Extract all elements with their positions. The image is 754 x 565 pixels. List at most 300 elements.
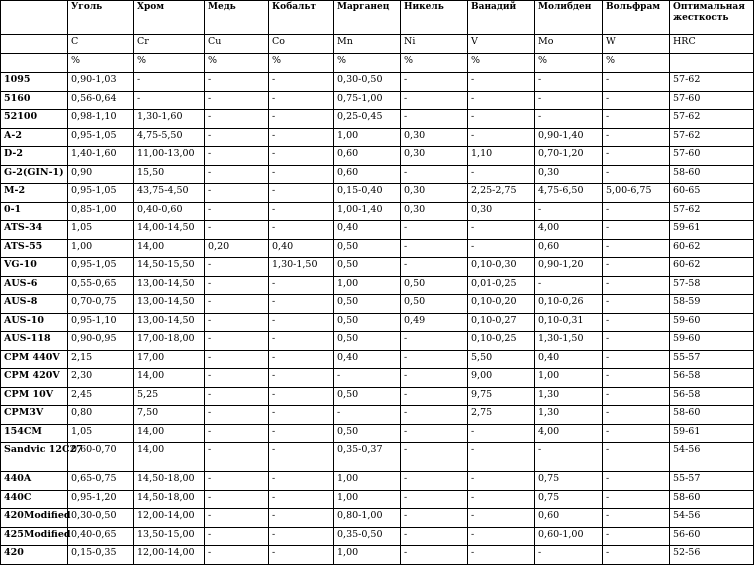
table-cell: 5,00-6,75: [603, 184, 670, 203]
table-cell: 0,15-0,40: [334, 184, 401, 203]
table-cell: 2,15: [68, 350, 134, 369]
table-cell: -: [401, 165, 468, 184]
table-cell: 57-62: [670, 73, 754, 92]
table-cell: -: [603, 165, 670, 184]
table-cell: 17,00: [134, 350, 205, 369]
row-label-cell: 1095: [1, 73, 68, 92]
table-cell: Хром: [134, 1, 205, 35]
table-row: [1, 147, 754, 166]
table-cell: -: [205, 258, 269, 277]
table-cell: -: [535, 443, 603, 472]
table-cell: %: [401, 54, 468, 73]
table-cell: [670, 54, 754, 73]
table-row: [1, 546, 754, 565]
table-cell: 1,00: [68, 239, 134, 258]
table-cell: -: [134, 73, 205, 92]
table-cell: -: [468, 546, 535, 565]
table-cell: 12,00-14,00: [134, 509, 205, 528]
row-label-cell: 5160: [1, 91, 68, 110]
table-cell: Mn: [334, 35, 401, 54]
table-cell: 14,50-18,00: [134, 490, 205, 509]
row-label-cell: VG-10: [1, 258, 68, 277]
table-cell: -: [205, 332, 269, 351]
table-cell: 52-56: [670, 546, 754, 565]
table-row: [1, 332, 754, 351]
table-cell: %: [334, 54, 401, 73]
table-cell: -: [603, 509, 670, 528]
table-cell: -: [269, 490, 334, 509]
table-cell: -: [603, 369, 670, 388]
table-cell: -: [205, 509, 269, 528]
table-cell: -: [269, 387, 334, 406]
table-cell: 1,10: [468, 147, 535, 166]
table-cell: 57-62: [670, 110, 754, 129]
table-cell: -: [603, 387, 670, 406]
table-cell: 60-65: [670, 184, 754, 203]
table-cell: -: [603, 276, 670, 295]
table-cell: 0,30: [401, 128, 468, 147]
table-cell: -: [269, 527, 334, 546]
table-cell: -: [269, 509, 334, 528]
row-label-cell: 440C: [1, 490, 68, 509]
table-cell: 4,00: [535, 221, 603, 240]
table-cell: 2,25-2,75: [468, 184, 535, 203]
table-cell: -: [401, 91, 468, 110]
table-cell: -: [401, 509, 468, 528]
table-cell: 0,50: [334, 239, 401, 258]
table-cell: -: [269, 110, 334, 129]
table-cell: 7,50: [134, 406, 205, 425]
table-cell: 1,30: [535, 406, 603, 425]
table-cell: -: [401, 387, 468, 406]
table-cell: -: [468, 472, 535, 491]
table-row: [1, 202, 754, 221]
table-cell: -: [269, 472, 334, 491]
table-cell: -: [468, 490, 535, 509]
row-label-cell: ATS-55: [1, 239, 68, 258]
table-cell: 43,75-4,50: [134, 184, 205, 203]
table-cell: 2,45: [68, 387, 134, 406]
table-cell: 0,50: [334, 258, 401, 277]
row-label-cell: CPM 420V: [1, 369, 68, 388]
table-cell: -: [468, 239, 535, 258]
table-cell: 0,70-0,75: [68, 295, 134, 314]
table-cell: -: [603, 295, 670, 314]
table-cell: 0,75-1,00: [334, 91, 401, 110]
table-cell: -: [603, 239, 670, 258]
table-cell: %: [603, 54, 670, 73]
table-cell: 0,80: [68, 406, 134, 425]
table-cell: V: [468, 35, 535, 54]
table-cell: W: [603, 35, 670, 54]
table-cell: 0,60-1,00: [535, 527, 603, 546]
table-cell: -: [401, 110, 468, 129]
table-cell: 0,30: [401, 147, 468, 166]
table-cell: -: [401, 332, 468, 351]
row-label-cell: 52100: [1, 110, 68, 129]
table-cell: 0,40-0,60: [134, 202, 205, 221]
table-cell: Ni: [401, 35, 468, 54]
table-cell: -: [603, 546, 670, 565]
table-cell: 57-62: [670, 128, 754, 147]
table-row: [1, 509, 754, 528]
table-row: [1, 35, 754, 54]
table-cell: 59-60: [670, 313, 754, 332]
table-cell: Co: [269, 35, 334, 54]
row-label-cell: G-2(GIN-1): [1, 165, 68, 184]
table-cell: %: [205, 54, 269, 73]
table-cell: 0,65-0,75: [68, 472, 134, 491]
row-label-cell: CPM3V: [1, 406, 68, 425]
table-cell: -: [468, 527, 535, 546]
table-cell: 0,50: [334, 332, 401, 351]
table-cell: -: [269, 313, 334, 332]
row-label-cell: AUS-10: [1, 313, 68, 332]
table-row: [1, 387, 754, 406]
table-cell: 1,05: [68, 424, 134, 443]
table-row: [1, 350, 754, 369]
table-cell: 2,75: [468, 406, 535, 425]
table-cell: 57-58: [670, 276, 754, 295]
table-row: [1, 276, 754, 295]
table-cell: 57-60: [670, 91, 754, 110]
table-row: [1, 472, 754, 491]
table-cell: -: [205, 527, 269, 546]
table-cell: 1,00-1,40: [334, 202, 401, 221]
table-cell: -: [468, 509, 535, 528]
table-cell: 0,90: [68, 165, 134, 184]
table-cell: -: [334, 369, 401, 388]
table-cell: 15,50: [134, 165, 205, 184]
table-cell: -: [205, 472, 269, 491]
table-cell: -: [401, 490, 468, 509]
table-cell: -: [205, 406, 269, 425]
table-cell: 0,75: [535, 472, 603, 491]
table-cell: 59-61: [670, 424, 754, 443]
row-label-cell: AUS-118: [1, 332, 68, 351]
table-cell: 0,30-0,50: [334, 73, 401, 92]
table-cell: -: [401, 472, 468, 491]
table-row: [1, 490, 754, 509]
table-cell: 0,30: [401, 184, 468, 203]
table-cell: -: [269, 276, 334, 295]
table-cell: 59-61: [670, 221, 754, 240]
table-cell: -: [269, 406, 334, 425]
table-cell: -: [468, 128, 535, 147]
table-cell: 56-58: [670, 387, 754, 406]
table-cell: 0,60: [334, 165, 401, 184]
table-cell: 0,49: [401, 313, 468, 332]
table-row: [1, 258, 754, 277]
table-cell: 0,70-1,20: [535, 147, 603, 166]
table-cell: -: [269, 165, 334, 184]
table-cell: 0,30: [535, 165, 603, 184]
table-cell: Никель: [401, 1, 468, 35]
table-cell: 0,35-0,50: [334, 527, 401, 546]
table-cell: -: [269, 91, 334, 110]
table-cell: -: [269, 332, 334, 351]
table-cell: 0,20: [205, 239, 269, 258]
row-label-cell: A-2: [1, 128, 68, 147]
table-cell: %: [269, 54, 334, 73]
table-cell: 0,60: [535, 509, 603, 528]
row-label-cell: 420: [1, 546, 68, 565]
table-cell: 0,40-0,65: [68, 527, 134, 546]
table-cell: 4,75-6,50: [535, 184, 603, 203]
table-cell: 0,30-0,50: [68, 509, 134, 528]
table-cell: -: [603, 443, 670, 472]
table-cell: 0,40: [269, 239, 334, 258]
table-cell: Mo: [535, 35, 603, 54]
row-label-cell: AUS-8: [1, 295, 68, 314]
table-cell: 0,56-0,64: [68, 91, 134, 110]
table-cell: 1,00: [334, 546, 401, 565]
table-cell: 0,15-0,35: [68, 546, 134, 565]
table-cell: 14,00-14,50: [134, 221, 205, 240]
table-cell: -: [401, 527, 468, 546]
table-cell: 0,40: [334, 350, 401, 369]
table-cell: 1,00: [535, 369, 603, 388]
table-cell: 14,50-15,50: [134, 258, 205, 277]
table-cell: -: [205, 443, 269, 472]
table-cell: C: [68, 35, 134, 54]
table-cell: -: [205, 184, 269, 203]
row-label-cell: 425Modified: [1, 527, 68, 546]
table-cell: 0,10-0,30: [468, 258, 535, 277]
table-cell: 14,50-18,00: [134, 472, 205, 491]
row-label-cell: CPM 440V: [1, 350, 68, 369]
table-cell: -: [269, 369, 334, 388]
table-cell: 0,25-0,45: [334, 110, 401, 129]
table-cell: 0,60-0,70: [68, 443, 134, 472]
table-cell: 0,50: [334, 295, 401, 314]
table-cell: -: [269, 147, 334, 166]
table-cell: Медь: [205, 1, 269, 35]
table-row: [1, 110, 754, 129]
table-cell: 0,10-0,31: [535, 313, 603, 332]
table-cell: 0,50: [401, 276, 468, 295]
row-label-cell: D-2: [1, 147, 68, 166]
table-cell: -: [603, 91, 670, 110]
table-cell: -: [401, 424, 468, 443]
table-cell: 54-56: [670, 509, 754, 528]
table-cell: 0,50: [334, 387, 401, 406]
table-cell: 0,80-1,00: [334, 509, 401, 528]
table-cell: Кобальт: [269, 1, 334, 35]
table-cell: 0,50: [334, 313, 401, 332]
table-cell: 2,30: [68, 369, 134, 388]
table-cell: 0,95-1,10: [68, 313, 134, 332]
table-cell: 0,90-1,03: [68, 73, 134, 92]
table-cell: -: [269, 221, 334, 240]
table-cell: 58-60: [670, 165, 754, 184]
table-cell: 0,30: [401, 202, 468, 221]
table-cell: -: [205, 369, 269, 388]
table-cell: 11,00-13,00: [134, 147, 205, 166]
table-row: [1, 128, 754, 147]
table-cell: 55-57: [670, 472, 754, 491]
table-cell: -: [603, 424, 670, 443]
table-cell: Ванадий: [468, 1, 535, 35]
table-cell: -: [205, 490, 269, 509]
table-cell: -: [205, 295, 269, 314]
row-label-cell: [1, 1, 68, 35]
table-cell: 0,95-1,20: [68, 490, 134, 509]
table-cell: 0,55-0,65: [68, 276, 134, 295]
row-label-cell: CPM 10V: [1, 387, 68, 406]
row-label-cell: 0-1: [1, 202, 68, 221]
table-cell: 0,90-0,95: [68, 332, 134, 351]
table-cell: -: [603, 332, 670, 351]
table-cell: 1,05: [68, 221, 134, 240]
table-cell: 0,50: [401, 295, 468, 314]
table-cell: -: [205, 424, 269, 443]
table-row: [1, 527, 754, 546]
table-cell: -: [535, 546, 603, 565]
table-cell: -: [205, 350, 269, 369]
table-cell: 4,00: [535, 424, 603, 443]
table-cell: -: [205, 313, 269, 332]
table-row: [1, 406, 754, 425]
table-cell: Cu: [205, 35, 269, 54]
table-cell: HRC: [670, 35, 754, 54]
table-cell: -: [205, 221, 269, 240]
table-cell: Уголь: [68, 1, 134, 35]
row-label-cell: Sandvic 12C27: [1, 443, 68, 472]
table-cell: -: [603, 527, 670, 546]
table-cell: -: [205, 147, 269, 166]
table-cell: Молибден: [535, 1, 603, 35]
table-cell: 0,85-1,00: [68, 202, 134, 221]
table-cell: -: [269, 443, 334, 472]
table-cell: 59-60: [670, 332, 754, 351]
table-cell: Вольфрам: [603, 1, 670, 35]
table-cell: 60-62: [670, 258, 754, 277]
table-cell: 14,00: [134, 239, 205, 258]
row-label-cell: ATS-34: [1, 221, 68, 240]
table-cell: 58-59: [670, 295, 754, 314]
table-cell: 55-57: [670, 350, 754, 369]
table-cell: 17,00-18,00: [134, 332, 205, 351]
table-row: [1, 369, 754, 388]
table-cell: 0,95-1,05: [68, 128, 134, 147]
table-cell: -: [468, 424, 535, 443]
row-label-cell: M-2: [1, 184, 68, 203]
table-cell: -: [269, 424, 334, 443]
table-cell: 14,00: [134, 443, 205, 472]
table-cell: 0,95-1,05: [68, 184, 134, 203]
table-cell: -: [468, 73, 535, 92]
table-cell: -: [535, 276, 603, 295]
table-cell: -: [468, 110, 535, 129]
table-cell: 1,00: [334, 276, 401, 295]
table-cell: Оптимальная жесткость: [670, 1, 754, 35]
table-cell: -: [535, 73, 603, 92]
table-cell: -: [401, 443, 468, 472]
table-cell: 9,00: [468, 369, 535, 388]
table-cell: -: [205, 73, 269, 92]
table-cell: -: [603, 490, 670, 509]
table-cell: Cr: [134, 35, 205, 54]
table-cell: %: [68, 54, 134, 73]
table-cell: -: [603, 350, 670, 369]
table-cell: 58-60: [670, 490, 754, 509]
table-row: [1, 221, 754, 240]
table-cell: 0,10-0,25: [468, 332, 535, 351]
table-cell: -: [468, 443, 535, 472]
table-cell: -: [205, 202, 269, 221]
table-cell: 0,40: [535, 350, 603, 369]
table-row: [1, 443, 754, 472]
table-cell: 56-58: [670, 369, 754, 388]
table-cell: -: [205, 110, 269, 129]
table-cell: -: [269, 295, 334, 314]
table-cell: 13,50-15,00: [134, 527, 205, 546]
table-cell: 5,50: [468, 350, 535, 369]
table-cell: 0,95-1,05: [68, 258, 134, 277]
table-cell: -: [603, 313, 670, 332]
table-cell: 14,00: [134, 424, 205, 443]
table-cell: -: [535, 110, 603, 129]
table-cell: -: [603, 202, 670, 221]
table-cell: 0,50: [334, 424, 401, 443]
table-cell: 58-60: [670, 406, 754, 425]
table-cell: 0,90-1,20: [535, 258, 603, 277]
table-cell: 13,00-14,50: [134, 276, 205, 295]
table-cell: %: [134, 54, 205, 73]
table-cell: 0,60: [535, 239, 603, 258]
table-cell: 60-62: [670, 239, 754, 258]
table-cell: -: [269, 128, 334, 147]
row-label-cell: 440A: [1, 472, 68, 491]
table-cell: -: [401, 369, 468, 388]
table-cell: 0,10-0,27: [468, 313, 535, 332]
table-cell: 0,90-1,40: [535, 128, 603, 147]
table-cell: -: [603, 472, 670, 491]
table-cell: -: [535, 202, 603, 221]
table-cell: -: [468, 221, 535, 240]
table-row: [1, 184, 754, 203]
table-cell: 0,10-0,20: [468, 295, 535, 314]
table-cell: -: [205, 276, 269, 295]
table-row: [1, 73, 754, 92]
table-cell: 57-62: [670, 202, 754, 221]
table-cell: -: [603, 221, 670, 240]
table-cell: -: [603, 110, 670, 129]
table-cell: -: [205, 387, 269, 406]
table-cell: -: [603, 406, 670, 425]
table-cell: 1,00: [334, 472, 401, 491]
table-cell: 0,75: [535, 490, 603, 509]
table-cell: -: [603, 147, 670, 166]
table-body: [1, 1, 754, 565]
table-cell: %: [535, 54, 603, 73]
table-cell: -: [205, 91, 269, 110]
table-cell: -: [205, 165, 269, 184]
table-cell: -: [603, 258, 670, 277]
table-cell: 0,40: [334, 221, 401, 240]
table-cell: -: [401, 239, 468, 258]
table-row: [1, 313, 754, 332]
table-row: [1, 165, 754, 184]
table-cell: 1,30-1,60: [134, 110, 205, 129]
table-cell: Марганец: [334, 1, 401, 35]
table-cell: -: [269, 202, 334, 221]
table-row: [1, 1, 754, 35]
table-cell: 0,01-0,25: [468, 276, 535, 295]
table-cell: -: [468, 165, 535, 184]
row-label-cell: 420Modified: [1, 509, 68, 528]
